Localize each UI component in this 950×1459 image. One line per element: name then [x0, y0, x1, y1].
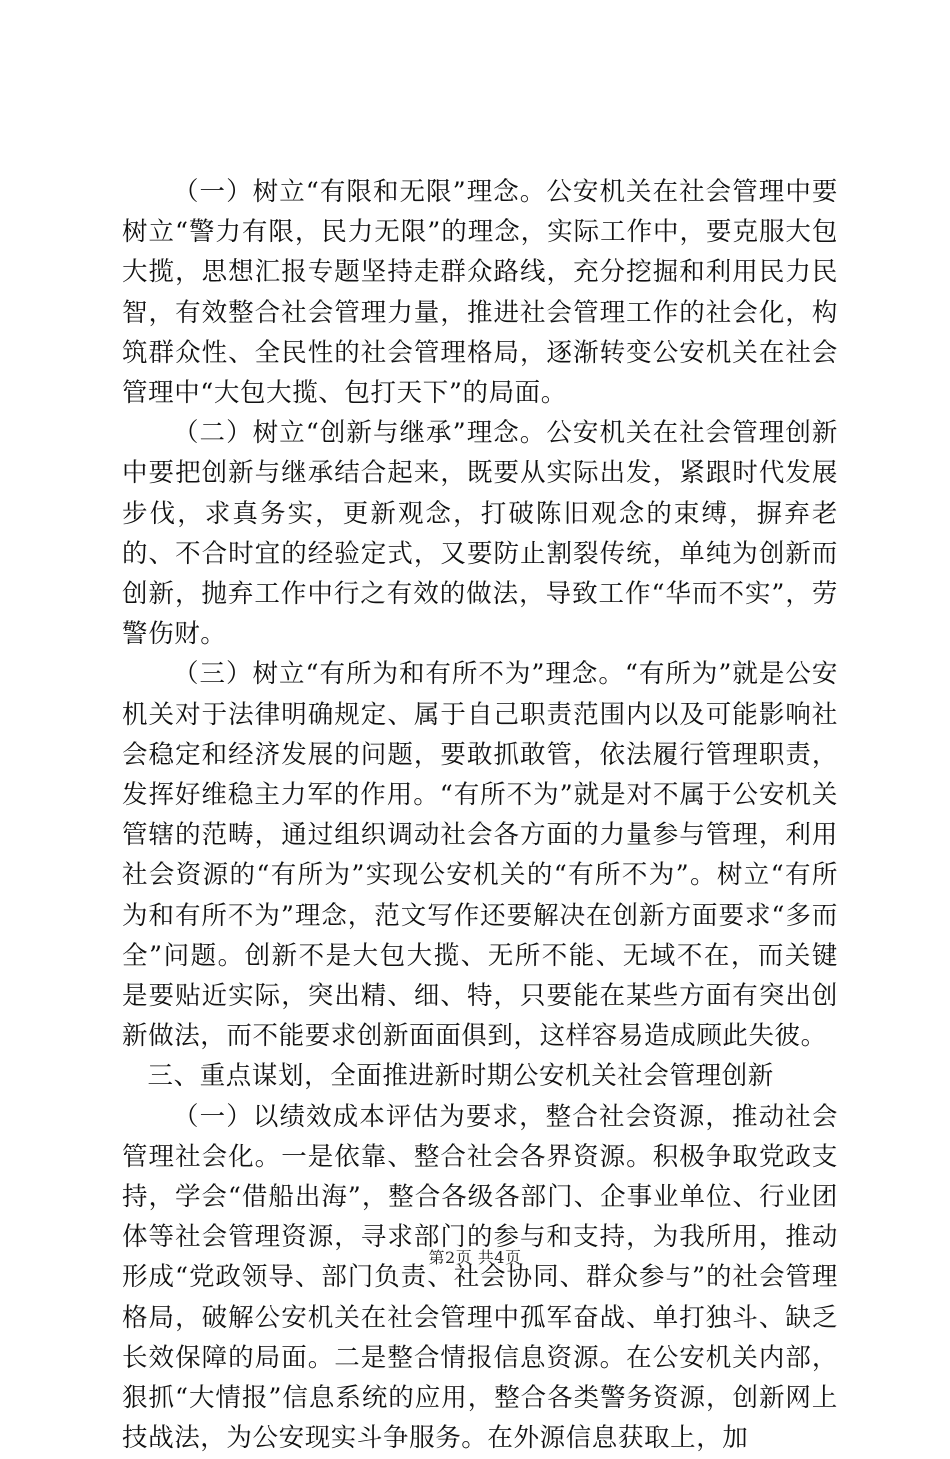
paragraph-3: （三）树立“有所为和有所不为”理念。“有所为”就是公安机关对于法律明确规定、属于自己职责范围内以及可能影响社会稳定和经济发展的问题，要敢抓敢管，依法履行管理职责，发挥好维稳主力军的作用。“有所不为”就是对不属于公安机关管辖的范畴，通过组织调动社会各方面的力量参与管理，利用社会资源的“有所为”实现公安机关的“有所不为”。树立“有所为和有所不为”理念，范文写作还要解决在创新方面要求“多而全”问题。创新不是大包大揽、无所不能、无域不在，而关键是要贴近实际，突出精、细、特，只要能在某些方面有突出创新做法，而不能要求创新面面俱到，这样容易造成顾此失彼。 [122, 659, 838, 1052]
section-heading: 三、重点谋划，全面推进新时期公安机关社会管理创新 [147, 1061, 774, 1092]
paragraph-4: （一）以绩效成本评估为要求，整合社会资源，推动社会管理社会化。一是依靠、整合社会各界资源。积极争取党政支持，学会“借船出海”，整合各级各部门、企事业单位、行业团体等社会管理资源，寻求部门的参与和支持，为我所用，推动形成“党政领导、部门负责、社会协同、群众参与”的社会管理格局，破解公安机关在社会管理中孤军奋战、单打独斗、缺乏长效保障的局面。二是整合情报信息资源。在公安机关内部，狠抓“大情报”信息系统的应用，整合各类警务资源，创新网上技战法，为公安现实斗争服务。在外源信息获取上，加 [122, 1101, 838, 1454]
paragraph-1: （一）树立“有限和无限”理念。公安机关在社会管理中要树立“警力有限，民力无限”的理念，实际工作中，要克服大包大揽，思想汇报专题坚持走群众路线，充分挖掘和利用民力民智，有效整合社会管理力量，推进社会管理工作的社会化，构筑群众性、全民性的社会管理格局，逐渐转变公安机关在社会管理中“大包大揽、包打天下”的局面。 [122, 177, 838, 409]
paragraph-2: （二）树立“创新与继承”理念。公安机关在社会管理创新中要把创新与继承结合起来，既要从实际出发，紧跟时代发展步伐，求真务实，更新观念，打破陈旧观念的束缚，摒弃老的、不合时宜的经验定式，又要防止割裂传统，单纯为创新而创新，抛弃工作中行之有效的做法，导致工作“华而不实”，劳警伤财。 [122, 418, 838, 650]
page-number-footer: 第2页 共4页 [428, 1248, 522, 1267]
